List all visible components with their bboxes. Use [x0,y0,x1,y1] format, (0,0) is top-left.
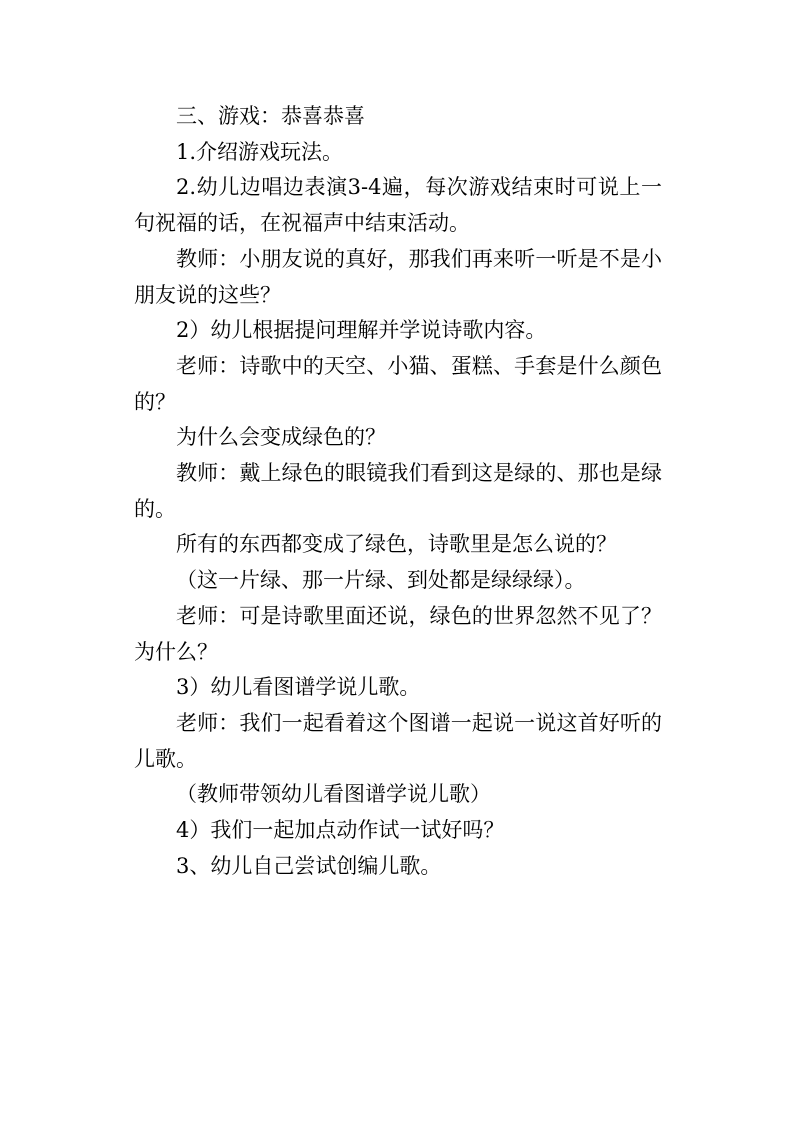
paragraph: 老师：我们一起看着这个图谱一起说一说这首好听的儿歌。 [134,710,662,771]
document-body [134,99,662,884]
paragraph: 老师：可是诗歌里面还说，绿色的世界忽然不见了？为什么？ [134,603,662,664]
paragraph: 教师：小朋友说的真好，那我们再来听一听是不是小朋友说的这些？ [134,246,662,307]
section-heading-game: 三、游戏：恭喜恭喜 [176,104,365,128]
paragraph: 1.介绍游戏玩法。 [176,139,344,164]
paragraph: （这一片绿、那一片绿、到处都是绿绿绿）。 [176,568,586,593]
paragraph: 为什么会变成绿色的？ [176,425,386,450]
paragraph: 2）幼儿根据提问理解并学说诗歌内容。 [176,318,547,343]
paragraph: 3）幼儿看图谱学说儿歌。 [176,675,421,700]
paragraph: 老师：诗歌中的天空、小猫、蛋糕、手套是什么颜色的？ [134,353,662,414]
paragraph: 4）我们一起加点动作试一试好吗？ [176,818,505,843]
paragraph: （教师带领幼儿看图谱学说儿歌） [176,782,491,807]
paragraph: 3、幼儿自己尝试创编儿歌。 [176,853,442,878]
paragraph: 2.幼儿边唱边表演3-4遍，每次游戏结束时可说上一句祝福的话，在祝福声中结束活动。 [134,175,662,236]
paragraph: 教师：戴上绿色的眼镜我们看到这是绿的、那也是绿的。 [134,461,662,521]
paragraph: 所有的东西都变成了绿色，诗歌里是怎么说的？ [176,532,617,557]
